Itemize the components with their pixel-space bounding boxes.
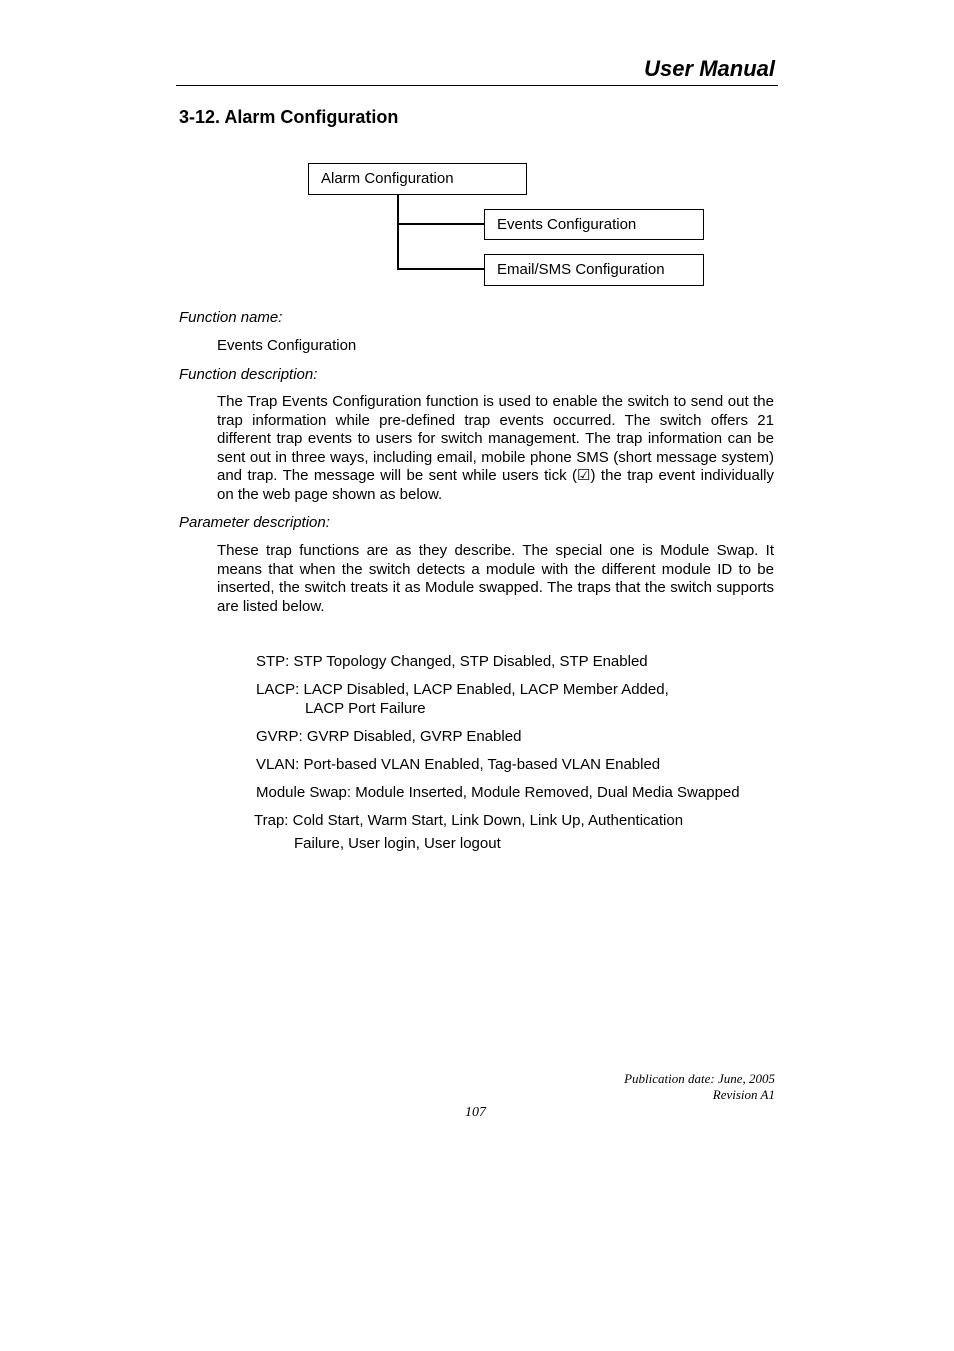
header-divider [176, 85, 778, 86]
trap-item-trap-line2: Failure, User login, User logout [294, 835, 501, 852]
trap-item-vlan: VLAN: Port-based VLAN Enabled, Tag-based VLAN Enabled [256, 756, 661, 773]
trap-item-trap-line1: Trap: Cold Start, Warm Start, Link Down, Link Up, Authentication [254, 812, 684, 829]
section-title: 3-12. Alarm Configuration [179, 107, 399, 127]
header-title: User Manual [644, 56, 775, 81]
diagram-child-email-sms-box: Email/SMS Configuration [484, 254, 704, 286]
trap-item-gvrp: GVRP: GVRP Disabled, GVRP Enabled [256, 728, 522, 745]
publication-date: Publication date: June, 2005 [624, 1071, 775, 1086]
diagram-connector-events [397, 223, 485, 225]
trap-item-lacp-line1: LACP: LACP Disabled, LACP Enabled, LACP Member Added, [256, 681, 669, 698]
page-number: 107 [465, 1105, 486, 1120]
diagram-root-box: Alarm Configuration [308, 163, 527, 195]
function-description-label: Function description: [179, 366, 318, 383]
parameter-description-text: These trap functions are as they describe. The special one is Module Swap. It means that when the switch detects a module with the different module ID to be inserted, the switch treats it as Module swapped. The traps that the switch supports are listed below. [217, 542, 774, 615]
function-name-value: Events Configuration [217, 337, 357, 354]
trap-item-module-swap: Module Swap: Module Inserted, Module Removed, Dual Media Swapped [256, 784, 740, 801]
diagram-connector-email-sms [397, 268, 485, 270]
parameter-description-label: Parameter description: [179, 514, 330, 531]
diagram-child-events-box: Events Configuration [484, 209, 704, 240]
function-description-text [217, 393, 774, 505]
revision: Revision A1 [712, 1087, 775, 1102]
checkbox-checked-icon: ☑ [577, 467, 591, 485]
function-description-text-after: ) the trap event individually on the web page shown as below. [217, 467, 774, 503]
diagram-connector-vertical [397, 195, 399, 270]
function-name-label: Function name: [179, 309, 283, 326]
trap-item-lacp-line2: LACP Port Failure [305, 700, 426, 717]
function-description-text-before: The Trap Events Configuration function is used to enable the switch to send out the trap information while pre-defined trap events occurred. The switch offers 21 different trap events to users for switch management. The trap information can be sent out in three ways, including email, mobile phone SMS (short message system) and trap. The message will be sent while users tick ( [217, 393, 774, 485]
trap-item-stp: STP: STP Topology Changed, STP Disabled, STP Enabled [256, 653, 648, 670]
